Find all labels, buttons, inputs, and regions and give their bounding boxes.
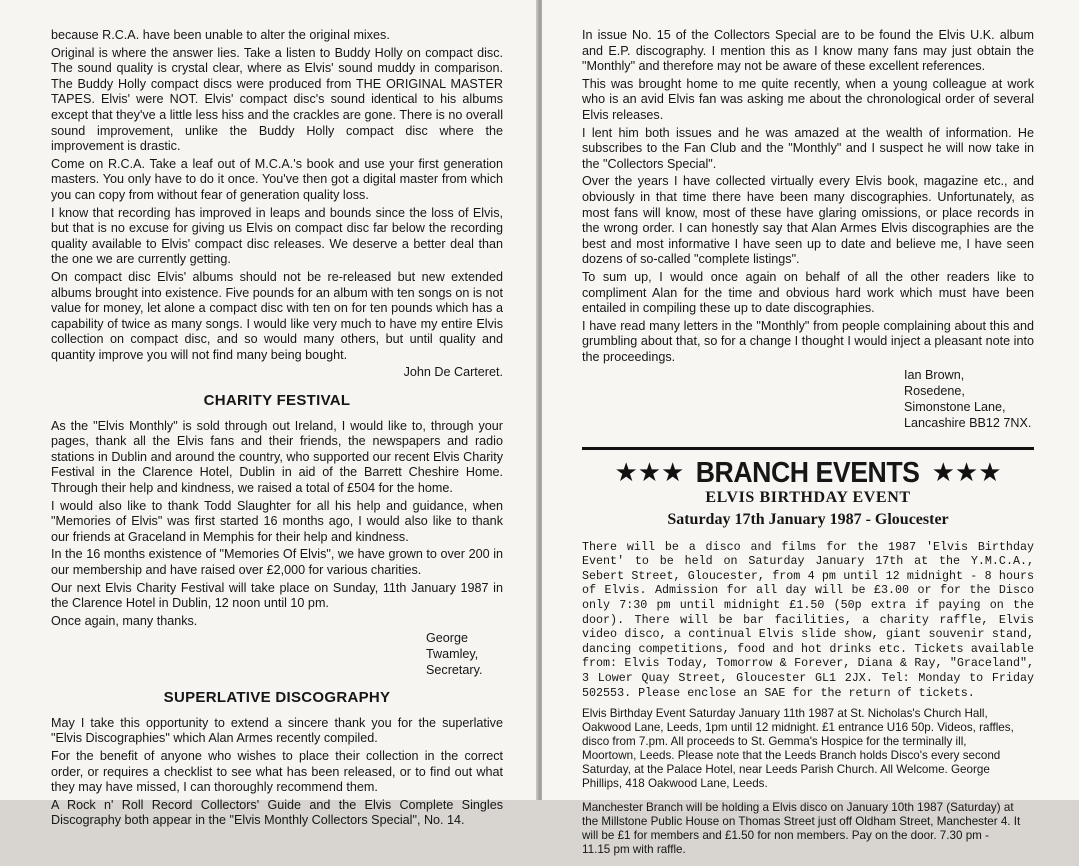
event-title: ELVIS BIRTHDAY EVENT: [705, 489, 911, 507]
typed-announcement: [582, 540, 1034, 701]
right-column: [582, 28, 1034, 866]
right-page: [542, 0, 1079, 857]
signature-title: Secretary.: [426, 662, 483, 677]
section-heading-charity: CHARITY FESTIVAL: [203, 392, 351, 410]
manchester-announcement: Manchester Branch will be holding a Elvis disco on January 10th 1987 (Saturday) at the Millstone Public House on Thomas Street just off Oldham Street, Manchester 4. It will be £1 for members and £1.50 for non members. Pay on the door. 7.30 pm - 11.15 pm with raffle.: [582, 800, 1021, 857]
branch-events-banner: [582, 458, 1034, 488]
left-column: [51, 28, 503, 831]
paragraph: I would also like to thank Todd Slaughter for all his help and guidance, when "Memories of Elvis" was first started 16 months ago, I would also like to thank our friends at Graceland in Memphis for their help and kindness.: [51, 498, 503, 544]
paragraph: To sum up, I would once again on behalf of all the other readers like to compliment Alan for the time and obvious hard work which must have been entailed in compiling these up to date discographies.: [582, 269, 1034, 316]
paragraph: This was brought home to me quite recently, when a young colleague at work who is an avid Elvis fan was asking me about the chronological order of several Elvis releases.: [582, 76, 1034, 122]
paragraph: because R.C.A. have been unable to alter the original mixes.: [51, 28, 390, 42]
signature-block: [426, 631, 503, 678]
event-date: Saturday 17th January 1987 - Gloucester: [667, 511, 949, 529]
paragraph: Our next Elvis Charity Festival will take place on Sunday, 11th January 1987 in the Clarence Hotel in Dublin, 12 noon until 10 pm.: [51, 580, 503, 611]
paragraph: May I take this opportunity to extend a sincere thank you for the superlative "Elvis Discographies" which Alan Armes recently compiled.: [51, 715, 503, 746]
star-icon: ★★★: [614, 458, 685, 489]
address-line: Rosedene,: [904, 384, 965, 399]
paragraph: On compact disc Elvis' albums should not be re-released but new extended albums brought into existence. Five pounds for an album with ten songs on is not value for money, let alone a compact disc with ten on for ten pounds which has a capability of twice as many songs. I would like very much to have my entire Elvis collection on compact disc, and so would many others, but until quality and quantity improve you will not find many being bought.: [51, 269, 503, 362]
star-icon: ★★★: [931, 458, 1002, 489]
banner-title: BRANCH EVENTS: [696, 456, 920, 489]
signature: John De Carteret.: [403, 365, 503, 380]
paragraph: Original is where the answer lies. Take a listen to Buddy Holly on compact disc. The sound quality is crystal clear, where as Elvis' sound muddy in comparison. The Buddy Holly compact discs were produced from THE ORIGINAL MASTER TAPES. Elvis' were NOT. Elvis' compact disc's sound identical to his albums except that they've a little less hiss and the crackles are gone. There is no overall sound improvement, unlike the Buddy Holly compact disc where the improvement is drastic.: [51, 45, 503, 154]
leeds-announcement: Elvis Birthday Event Saturday January 11th 1987 at St. Nicholas's Church Hall, Oakwood Lane, Leeds, 1pm until 12 midnight. £1 entrance U16 50p. Videos, raffles, disco from 7.pm. All proceeds to St. Gemma's Hospice for the terminally ill, Moortown, Leeds. Please note that the Leeds Branch holds Disco's every second Saturday, at the Palace Hotel, near Leeds Parish Church. All Welcome. George Phillips, 418 Oakwood Lane, Leeds.: [582, 706, 1014, 791]
paragraph: I know that recording has improved in leaps and bounds since the loss of Elvis, but that is no excuse for giving us Elvis on compact disc far below the recording quality available to Elvis' compact disc releases. We deserve a better deal than the one we are currently getting.: [51, 205, 503, 267]
address-line: Lancashire BB12 7NX.: [904, 416, 1032, 431]
left-page: [0, 0, 538, 828]
paragraph: For the benefit of anyone who wishes to place their collection in the correct order, or requires a checklist to see what has been released, or to find out what they may have missed, I can thoroughly recommend them.: [51, 748, 503, 795]
paragraph: Once again, many thanks.: [51, 613, 198, 628]
paragraph: In the 16 months existence of "Memories Of Elvis", we have grown to over 200 in our membership and have raised over £2,000 for various charities.: [51, 547, 503, 577]
address-line: Simonstone Lane,: [904, 400, 1006, 415]
paragraph: I have read many letters in the "Monthly" from people complaining about this and grumbling about that, so for a change I thought I would inject a pleasant note into the proceedings.: [582, 318, 1034, 364]
section-heading-discography: SUPERLATIVE DISCOGRAPHY: [163, 689, 391, 707]
paragraph: I lent him both issues and he was amazed at the wealth of information. He subscribes to the Fan Club and the "Monthly" and I suspect he will now take in the "Collectors Special".: [582, 125, 1034, 171]
paragraph: Over the years I have collected virtually every Elvis book, magazine etc., and obviously in that time there have been many discographies. Unfortunately, as most fans will know, most of these have glaring omissions, or place records in the wrong order. I can honestly say that Alan Armes Elvis discographies are the best and most informative I have seen up to date and believe me, I have seen dozens of so-called "complete listings".: [582, 174, 1034, 267]
address-line: Ian Brown,: [904, 368, 965, 383]
paragraph: Come on R.C.A. Take a leaf out of M.C.A.'s book and use your first generation masters. You only have to do it once. You've then got a digital master from which you can copy from without fear of generation quality loss.: [51, 156, 503, 202]
paragraph: In issue No. 15 of the Collectors Special are to be found the Elvis U.K. album and E.P. discography. I mention this as I know many fans may just obtain the "Monthly" and therefore may not be aware of these excellent references.: [582, 28, 1034, 74]
paragraph: As the "Elvis Monthly" is sold through out Ireland, I would like to, through your pages, thank all the Elvis fans and their friends, the newspapers and radio stations in Dublin and around the country, who supported our recent Elvis Charity Festival in the Clarence Hotel, Dublin in aid of the Barrett Cheshire Home. Through their help and kindness, we raised a total of £504 for the home.: [51, 418, 503, 496]
paragraph: There will be a disco and films for the 1987 'Elvis Birthday Event' to be held on Saturday January 17th at the Y.M.C.A., Sebert Street, Gloucester, from 4 pm until 12 midnight - 8 hours of Elvis. Admission for all day will be £3.00 or for the Disco only 7:30 pm until midnight £1.50 (50p extra if paying on the door). There will be bar facilities, a charity raffle, Elvis video disco, a continual Elvis slide show, giant souvenir stand, dancing competitions, food and hot drinks etc. Tickets available from: Elvis Today, Tomorrow & Forever, Diana & Ray, "Graceland", 3 Lower Quay Street, Gloucester GL1 2JX. Tel: Monday to Friday 502553. Please enclose an SAE for the return of tickets.: [582, 539, 1034, 700]
signature-name: George Twamley,: [426, 631, 479, 661]
paragraph: A Rock n' Roll Record Collectors' Guide and the Elvis Complete Singles Discography both appear in the "Elvis Monthly Collectors Special", No. 14.: [51, 797, 503, 828]
address-block: [904, 367, 1034, 431]
divider: [582, 447, 1034, 450]
